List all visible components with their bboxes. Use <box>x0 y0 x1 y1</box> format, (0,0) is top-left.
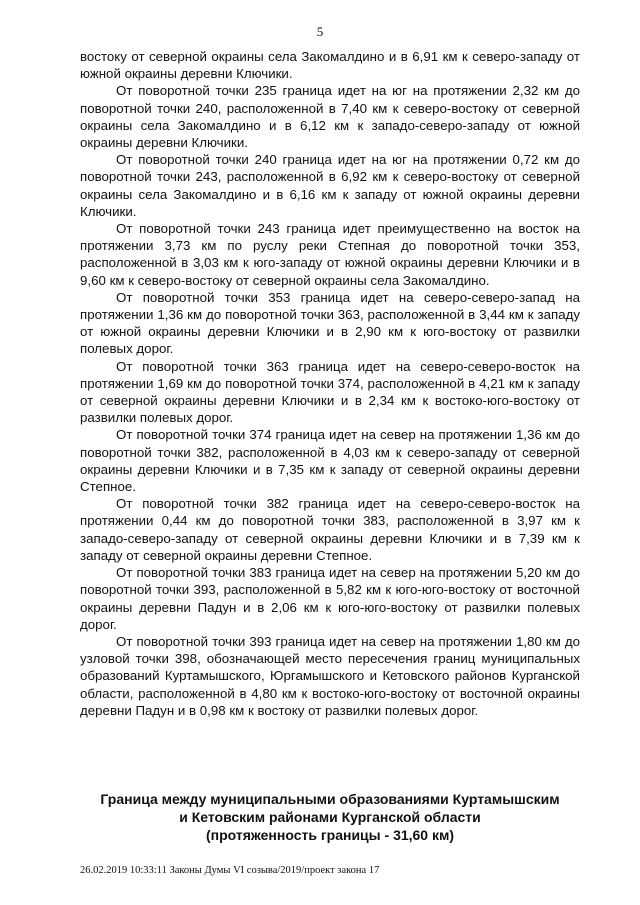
section-heading-line: Граница между муниципальными образованиями Куртамышским <box>100 791 560 807</box>
section-heading-line: (протяженность границы - 31,60 км) <box>205 827 455 843</box>
paragraph: От поворотной точки 382 граница идет на северо-северо-восток на протяжении 0,44 км до поворотной точки 383, расположенной в 3,97 км к западо-северо-западу от северной окраины деревни Ключики и в 7,39 км к западу от северной окраины деревни Степное. <box>80 496 580 563</box>
paragraph: От поворотной точки 363 граница идет на северо-северо-восток на протяжении 1,69 км до поворотной точки 374, расположенной в 4,21 км к западу от северной окраины деревни Ключики и в 2,34 км к востоко-юго-востоку от развилки полевых дорог. <box>80 358 580 426</box>
paragraph: От поворотной точки 235 граница идет на юг на протяжении 2,32 км до поворотной точки 240, расположенной в 7,40 км к северо-востоку от северной окраины села Закомалдино и в 6,12 км к западо-северо-западу от южной окраины деревни Ключики. <box>80 83 580 151</box>
paragraph-continued: востоку от северной окраины села Закомалдино и в 6,91 км к северо-западу от южной окраины деревни Ключики. <box>80 49 580 82</box>
document-footer: 26.02.2019 10:33:11 Законы Думы VI созыва/2019/проект закона 17 <box>80 865 380 876</box>
body-text <box>80 48 580 719</box>
page-number: 5 <box>316 24 324 39</box>
section-heading <box>60 790 600 844</box>
paragraph: От поворотной точки 240 граница идет на юг на протяжении 0,72 км до поворотной точки 243, расположенной в 6,92 км к северо-востоку от северной окраины села Закомалдино и в 6,16 км к западу от южной окраины деревни Ключики. <box>80 152 580 219</box>
paragraph: От поворотной точки 374 граница идет на север на протяжении 1,36 км до поворотной точки 382, расположенной в 4,03 км к северо-западу от северной окраины деревни Ключики и в 7,35 км к западу от северной окраины деревни Степное. <box>80 427 580 495</box>
paragraph: От поворотной точки 353 граница идет на северо-северо-запад на протяжении 1,36 км до поворотной точки 363, расположенной в 3,44 км к западу от южной окраины деревни Ключики и в 2,90 км к юго-востоку от развилки полевых дорог. <box>80 289 580 357</box>
section-heading-line: и Кетовским районами Курганской области <box>179 809 481 825</box>
paragraph: От поворотной точки 383 граница идет на север на протяжении 5,20 км до поворотной точки 393, расположенной в 5,82 км к юго-юго-востоку от восточной окраины деревни Падун и в 2,06 км к юго-юго-востоку от развилки полевых дорог. <box>80 565 580 632</box>
paragraph: От поворотной точки 243 граница идет преимущественно на восток на протяжении 3,73 км по руслу реки Степная до поворотной точки 353, расположенной в 3,03 км к юго-западу от южной окраины деревни Ключики и в 9,60 км к северо-востоку от северной окраины села Закомалдино. <box>80 221 580 288</box>
paragraph: От поворотной точки 393 граница идет на север на протяжении 1,80 км до узловой точки 398, обозначающей место пересечения границ муниципальных образований Куртамышского, Юргамышского и Кетовского районов Курганской области, расположенной в 4,80 км к востоко-юго-востоку от восточной окраины деревни Падун и в 0,98 км к востоку от развилки полевых дорог. <box>80 633 580 718</box>
